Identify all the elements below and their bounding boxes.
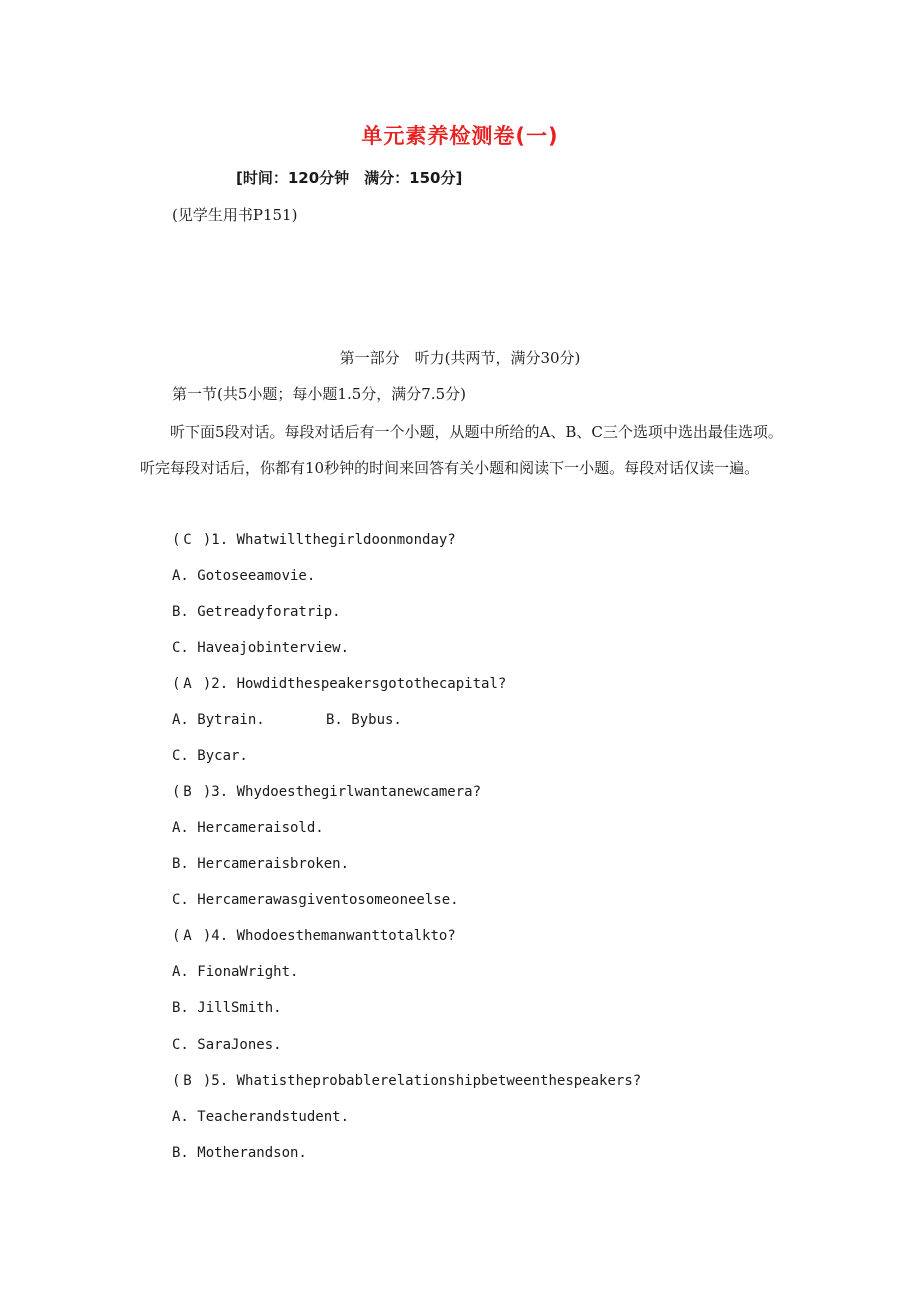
option-3c: C. Hercamerawasgiventosomeoneelse.	[172, 892, 459, 908]
option-2b: B. Bybus.	[326, 712, 402, 728]
option-1c: C. Haveajobinterview.	[172, 640, 350, 656]
option-3a: A. Hercameraisold.	[172, 820, 324, 836]
option-4c: C. SaraJones.	[172, 1037, 282, 1053]
time-score-info: [时间：120分钟 满分：150分]	[236, 169, 463, 187]
option-5b: B. Motherandson.	[172, 1145, 307, 1161]
answer-3: B	[183, 784, 192, 800]
reference-note: (见学生用书P151)	[172, 206, 298, 224]
part-heading: 第一部分 听力(共两节，满分30分)	[339, 349, 581, 367]
question-2: ( A )2. Howdidthespeakersgotothecapital?	[172, 676, 507, 692]
option-4b: B. JillSmith.	[172, 1000, 282, 1016]
page-title: 单元素养检测卷(一)	[361, 124, 559, 148]
question-text-1: Whatwillthegirldoonmonday?	[236, 532, 456, 548]
question-text-3: Whydoesthegirlwantanewcamera?	[236, 784, 482, 800]
question-number-5: 5.	[211, 1073, 229, 1089]
question-number-3: 3.	[211, 784, 229, 800]
option-2c: C. Bycar.	[172, 748, 248, 764]
answer-5: B	[183, 1073, 192, 1089]
answer-2: A	[183, 676, 192, 692]
question-number-2: 2.	[211, 676, 229, 692]
section-heading: 第一节(共5小题；每小题1.5分，满分7.5分)	[172, 385, 466, 403]
option-1b: B. Getreadyforatrip.	[172, 604, 341, 620]
instructions-paragraph: 听下面5段对话。每段对话后有一个小题，从题中所给的A、B、C三个选项中选出最佳选项。听完每段对话后，你都有10秒钟的时间来回答有关小题和阅读下一小题。每段对话仅读一遍。	[140, 423, 783, 477]
answer-1: C	[183, 532, 192, 548]
question-1: ( C )1. Whatwillthegirldoonmonday?	[172, 532, 456, 548]
question-number-4: 4.	[211, 928, 229, 944]
option-1a: A. Gotoseeamovie.	[172, 568, 316, 584]
question-3: ( B )3. Whydoesthegirlwantanewcamera?	[172, 784, 482, 800]
option-4a: A. FionaWright.	[172, 964, 299, 980]
question-5: ( B )5. Whatistheprobablerelationshipbetweenthespeakers?	[172, 1073, 642, 1089]
option-5a: A. Teacherandstudent.	[172, 1109, 350, 1125]
option-3b: B. Hercameraisbroken.	[172, 856, 350, 872]
option-2a: A. Bytrain.	[172, 712, 265, 728]
question-number-1: 1.	[211, 532, 229, 548]
question-text-4: Whodoesthemanwanttotalkto?	[236, 928, 456, 944]
question-text-2: Howdidthespeakersgotothecapital?	[236, 676, 507, 692]
answer-4: A	[183, 928, 192, 944]
question-text-5: Whatistheprobablerelationshipbetweenthespeakers?	[236, 1073, 642, 1089]
question-4: ( A )4. Whodoesthemanwanttotalkto?	[172, 928, 456, 944]
